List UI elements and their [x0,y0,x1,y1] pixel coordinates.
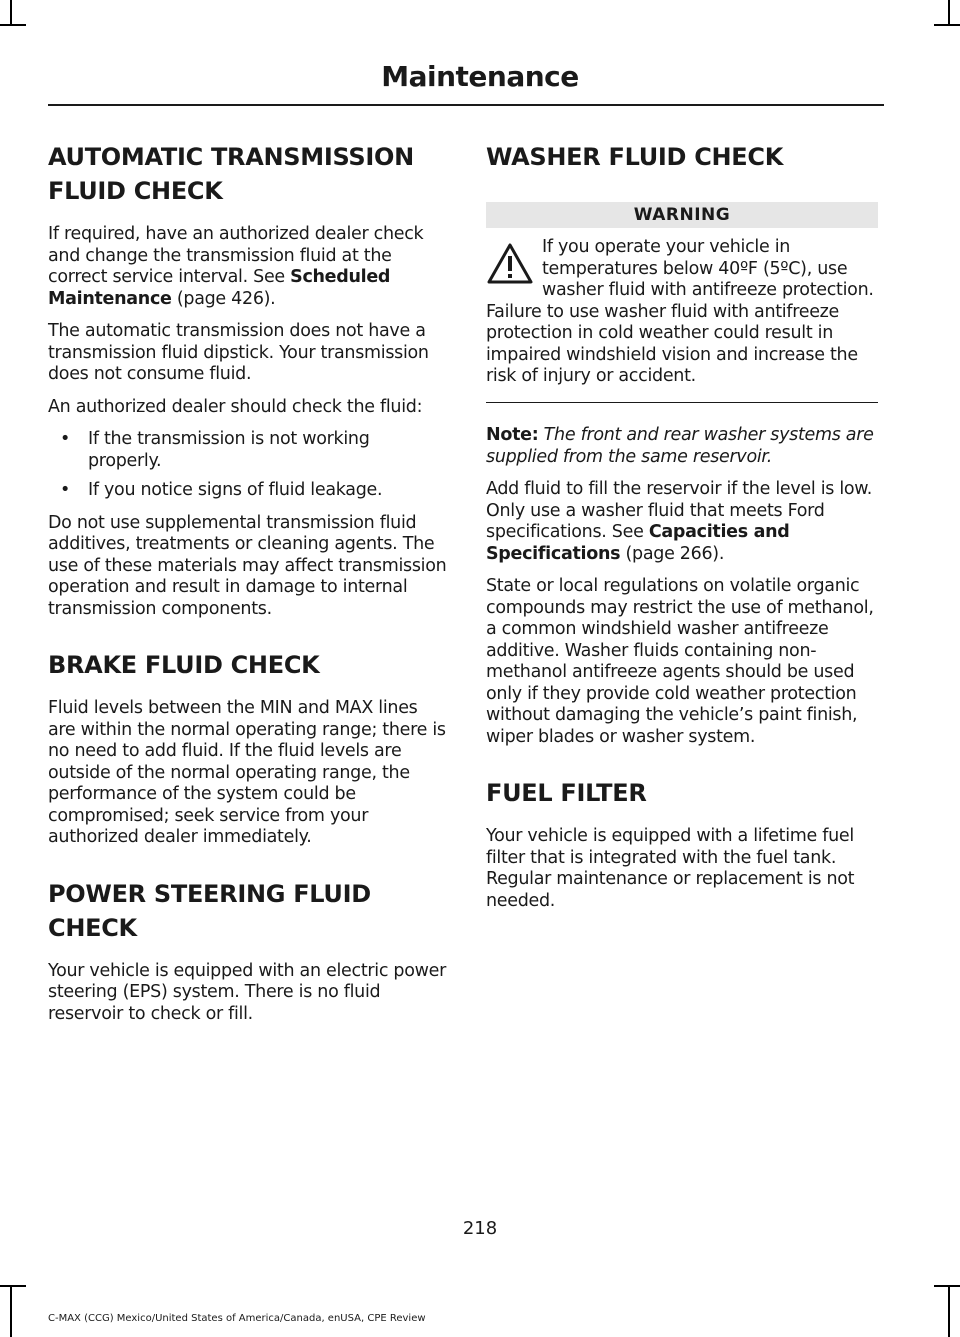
fuel-filter-heading: FUEL FILTER [486,779,647,807]
crop-mark-top-right-h [934,24,960,26]
header-divider [48,104,884,106]
brake-heading: BRAKE FLUID CHECK [48,651,320,679]
crop-mark-top-left-v [10,0,12,26]
washer-p1-page-ref: (page 266). [620,543,725,564]
bullet-icon: • [60,429,71,449]
note-label: Note: [486,425,539,445]
page-title: Maintenance [381,60,579,93]
brake-paragraph-1: Fluid levels between the MIN and MAX lines are within the normal operating range; there is no need to add fluid. If the fluid levels are outside of the normal operating range, the performance of the system could be compromised; seek service from your authorized dealer immediately. [48,698,446,847]
atf-paragraph-1 [48,224,448,310]
list-item [48,429,448,472]
washer-paragraph-2: State or local regulations on volatile organic compounds may restrict the use of methanol, a common windshield washer antifreeze additive. Washer fluids containing non-methanol antifreeze agents should be used only if they provide cold weather protection without damaging the vehicle’s paint finish, wiper blades or washer system. [486,576,874,747]
crop-mark-bottom-left-h [0,1285,26,1287]
list-item-text: If you notice signs of fluid leakage. [88,480,383,500]
warning-divider [486,402,878,404]
ps-heading-line-1: POWER STEERING FLUID [48,879,371,908]
warning-box [486,237,878,388]
warning-label: WARNING [486,202,878,228]
scheduled-maintenance-link[interactable]: Scheduled Maintenance [48,267,391,309]
power-steering-heading [48,877,448,945]
crop-mark-bottom-right-v [948,1285,950,1337]
fuel-filter-paragraph-1: Your vehicle is equipped with a lifetime fuel filter that is integrated with the fuel tank. Regular maintenance or replacement is not needed. [486,826,855,911]
washer-p1-text: Add fluid to fill the reservoir if the level is low. Only use a washer fluid that meets Ford specifications. See [486,479,872,542]
right-column [486,140,878,923]
atf-paragraph-4: Do not use supplemental transmission fluid additives, treatments or cleaning agents. The use of these materials may affect transmission operation and result in damage to internal transmission components. [48,512,447,619]
note-paragraph [486,425,878,468]
warning-triangle-icon [486,241,534,287]
atf-heading [48,140,448,208]
atf-heading-line-1: AUTOMATIC TRANSMISSION [48,143,414,171]
note-text: The front and rear washer systems are supplied from the same reservoir. [486,425,874,467]
crop-mark-bottom-right-h [934,1285,960,1287]
washer-heading: WASHER FLUID CHECK [486,143,784,171]
atf-p1-text: If required, have an authorized dealer check and change the transmission fluid at the correct service interval. See [48,224,424,287]
warning-text: If you operate your vehicle in temperatures below 40ºF (5ºC), use washer fluid with antifreeze protection. Failure to use washer fluid with antifreeze protection in cold weather could result in impaired windshield vision and increase the risk of injury or accident. [486,237,874,386]
ps-heading-line-2: CHECK [48,913,137,942]
washer-paragraph-1 [486,479,878,565]
list-item [48,480,448,502]
crop-mark-bottom-left-v [10,1285,12,1337]
atf-paragraph-3: An authorized dealer should check the fluid: [48,396,423,417]
power-steering-paragraph-1: Your vehicle is equipped with an electric power steering (EPS) system. There is no fluid reservoir to check or fill. [48,960,447,1024]
capacities-specifications-link[interactable]: Capacities and Specifications [486,522,790,564]
crop-mark-top-left-h [0,24,26,26]
atf-paragraph-2: The automatic transmission does not have a transmission fluid dipstick. Your transmission does not consume fluid. [48,321,429,384]
atf-heading-line-2: FLUID CHECK [48,177,223,205]
atf-bullet-list [48,429,448,502]
list-item-text: If the transmission is not working properly. [88,429,370,471]
page-number: 218 [462,1218,498,1239]
left-column [48,140,448,1036]
document-info: C-MAX (CCG) Mexico/United States of America/Canada, enUSA, CPE Review [48,1313,426,1324]
atf-p1-page-ref: (page 426). [171,288,276,309]
crop-mark-top-right-v [948,0,950,26]
bullet-icon: • [60,480,71,500]
